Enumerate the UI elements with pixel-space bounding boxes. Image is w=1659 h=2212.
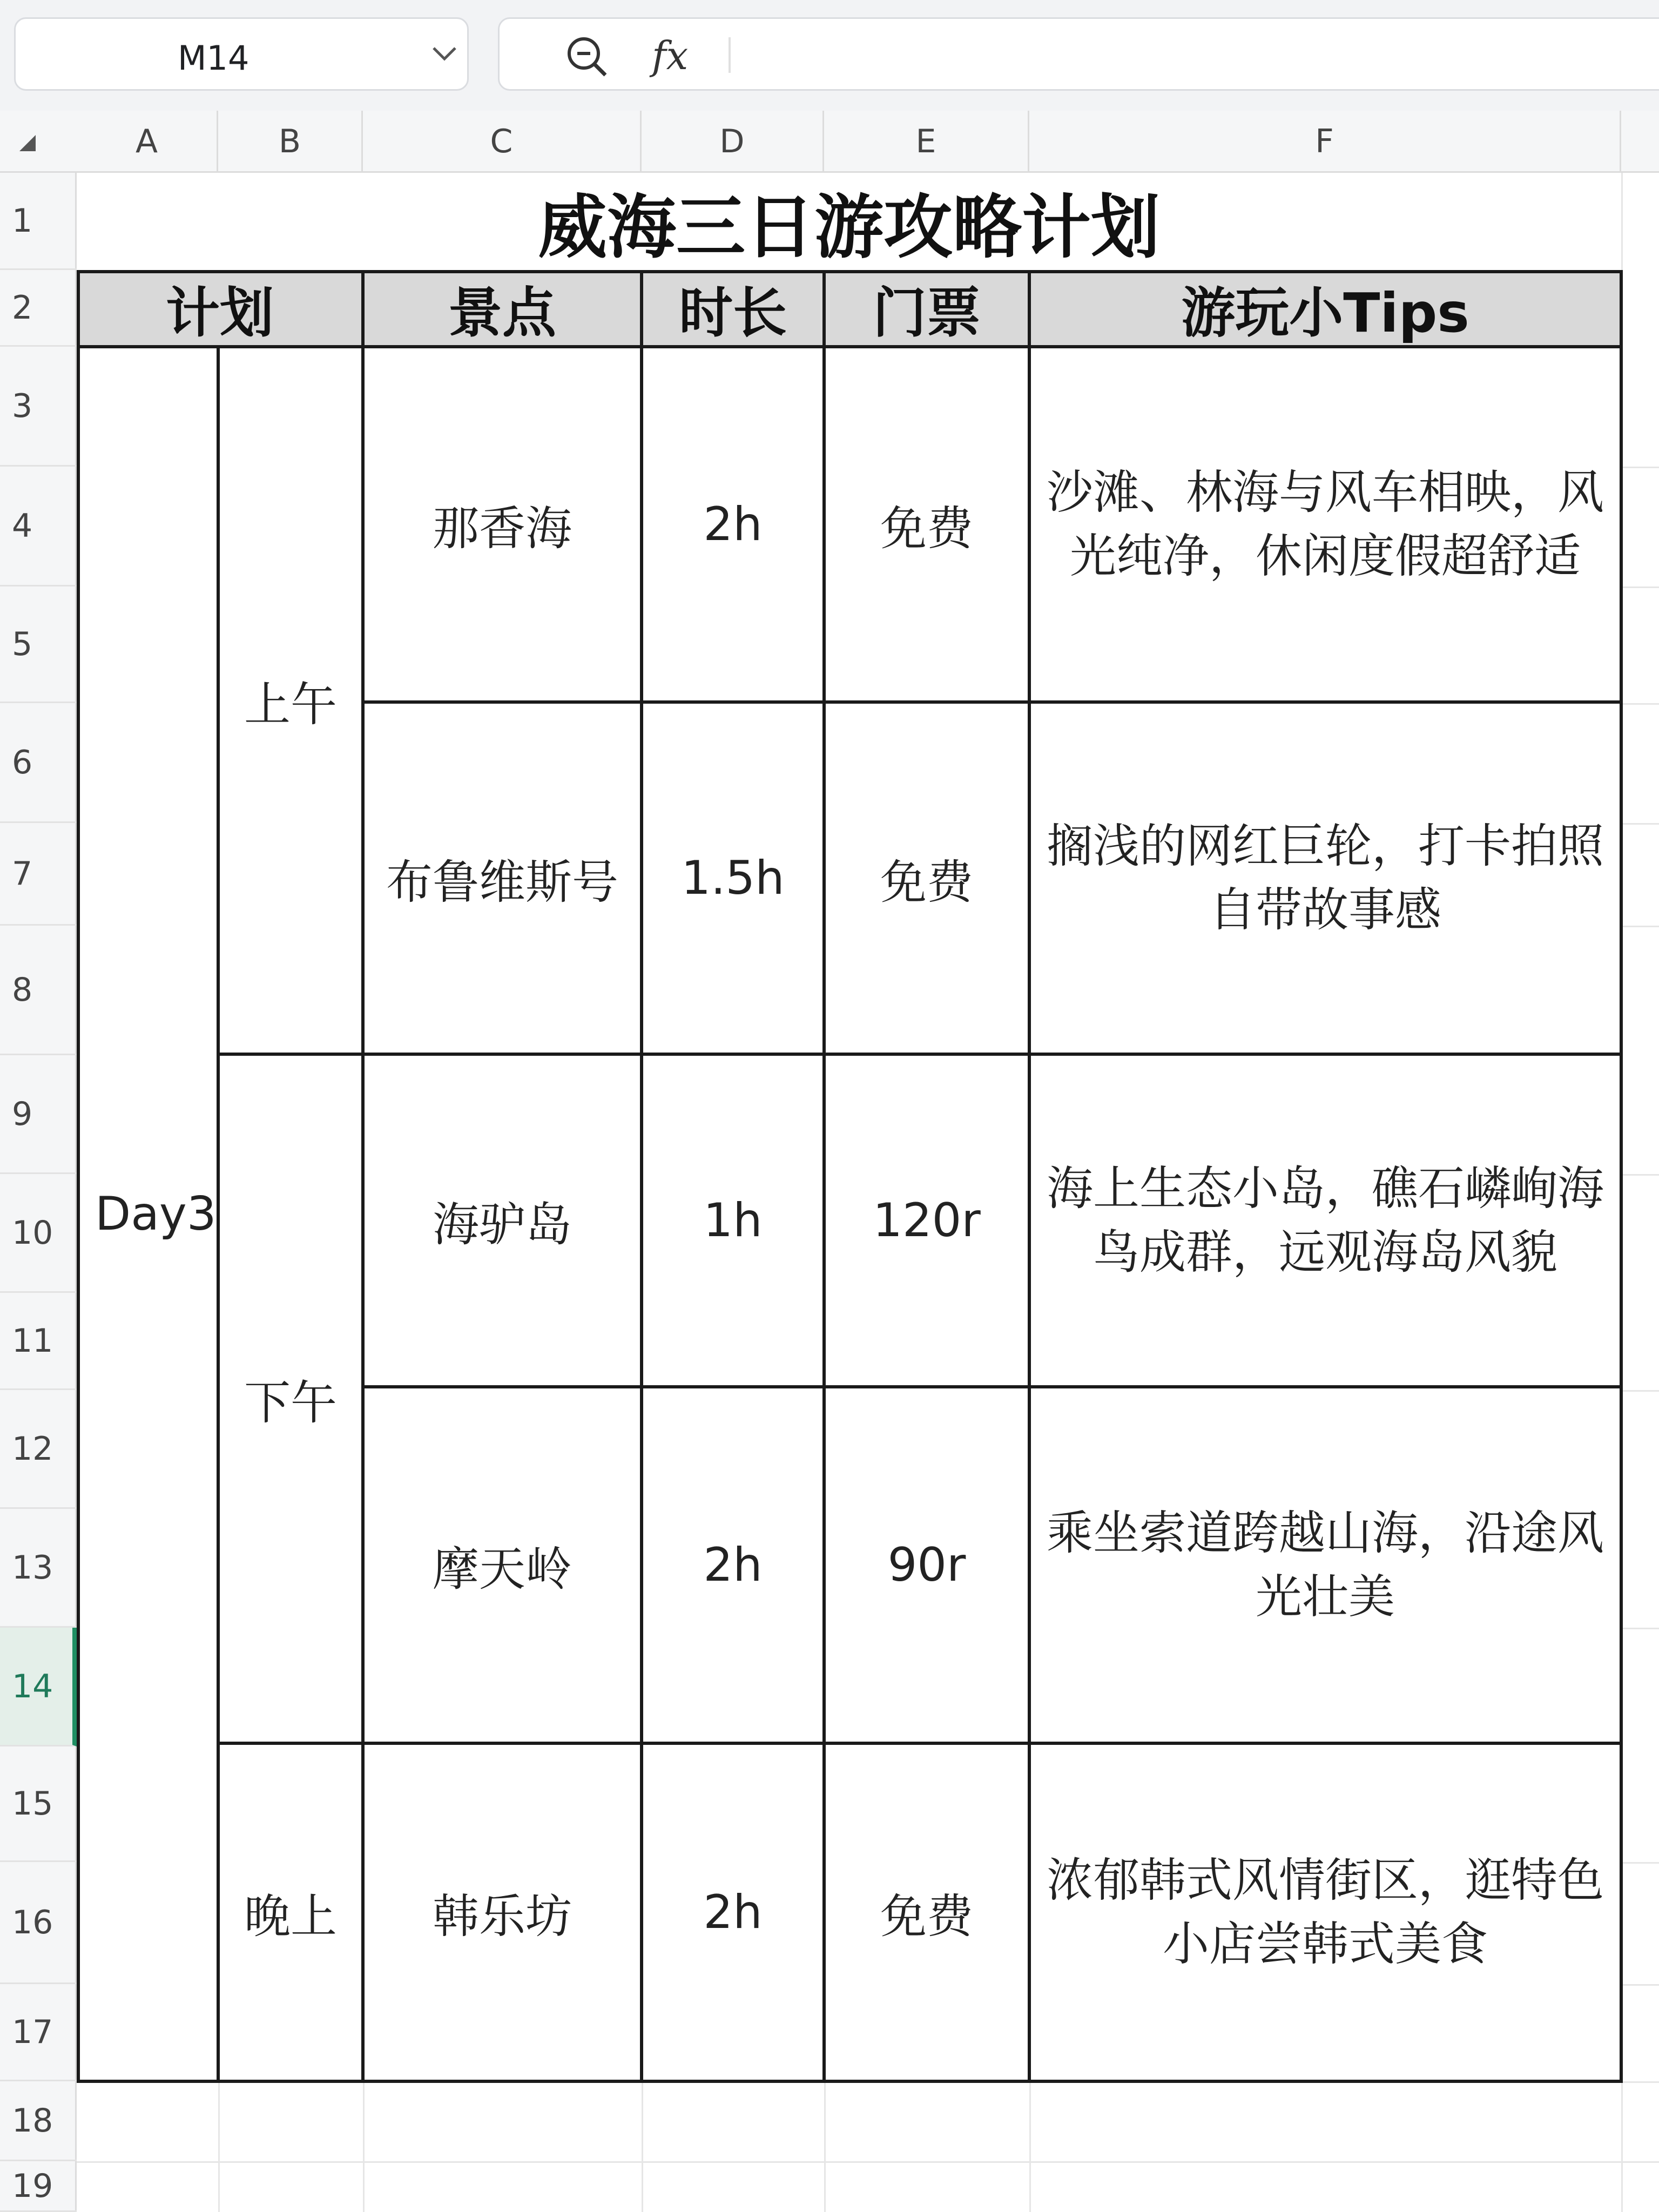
ticket-cell[interactable]: 免费: [824, 347, 1029, 702]
ticket-cell[interactable]: 免费: [824, 702, 1029, 1054]
table-border: [218, 1053, 1623, 1056]
column-header-c[interactable]: C: [363, 111, 642, 173]
row-header[interactable]: 2: [0, 270, 77, 347]
period-evening[interactable]: 晚上: [218, 1743, 363, 2081]
ticket-cell[interactable]: 90r: [824, 1387, 1029, 1743]
row-header[interactable]: 19: [0, 2161, 77, 2212]
chevron-down-icon[interactable]: [431, 46, 457, 64]
duration-cell[interactable]: 1.5h: [642, 702, 824, 1054]
spot-cell[interactable]: 韩乐坊: [363, 1743, 642, 2081]
zoom-out-icon[interactable]: [564, 34, 610, 82]
row-header[interactable]: 11: [0, 1293, 77, 1390]
cell-reference: M14: [178, 38, 249, 78]
row-header[interactable]: 15: [0, 1746, 77, 1862]
row-headers: [0, 173, 77, 2212]
column-header-d[interactable]: D: [642, 111, 824, 173]
tip-cell[interactable]: 海上生态小岛，礁石嶙峋海鸟成群，远观海岛风貌: [1029, 1054, 1621, 1387]
table-border: [363, 700, 1623, 704]
row-header[interactable]: 6: [0, 703, 77, 823]
duration-cell[interactable]: 2h: [642, 347, 824, 702]
row-header[interactable]: 4: [0, 467, 77, 586]
day-cell[interactable]: Day3: [77, 347, 218, 2081]
table-border: [363, 1385, 1623, 1388]
toolbar: [0, 0, 1659, 113]
header-ticket[interactable]: 门票: [824, 270, 1029, 347]
row-header[interactable]: 12: [0, 1390, 77, 1509]
column-header-a[interactable]: A: [77, 111, 218, 173]
row-header[interactable]: 10: [0, 1174, 77, 1293]
row-header[interactable]: 1: [0, 173, 77, 270]
duration-cell[interactable]: 2h: [642, 1387, 824, 1743]
table-border: [77, 2080, 1623, 2083]
table-border: [218, 1742, 1623, 1745]
tip-cell[interactable]: 浓郁韩式风情街区，逛特色小店尝韩式美食: [1029, 1743, 1621, 2081]
row-header[interactable]: 18: [0, 2081, 77, 2161]
spot-cell[interactable]: 布鲁维斯号: [363, 702, 642, 1054]
table-border: [640, 270, 643, 2083]
period-afternoon[interactable]: 下午: [218, 1054, 363, 1743]
row-header[interactable]: 9: [0, 1055, 77, 1174]
duration-cell[interactable]: 2h: [642, 1743, 824, 2081]
select-all-corner[interactable]: [19, 135, 36, 151]
sheet-title[interactable]: 威海三日游攻略计划: [77, 173, 1621, 270]
column-header-e[interactable]: E: [824, 111, 1029, 173]
gridline: [77, 2161, 1659, 2163]
ticket-cell[interactable]: 免费: [824, 1743, 1029, 2081]
name-box[interactable]: [14, 17, 469, 91]
formula-bar[interactable]: [498, 17, 1659, 91]
row-header[interactable]: 5: [0, 586, 77, 703]
spot-cell[interactable]: 摩天岭: [363, 1387, 642, 1743]
period-morning[interactable]: 上午: [218, 347, 363, 1054]
row-header[interactable]: 16: [0, 1862, 77, 1984]
column-headers: [0, 111, 1659, 173]
function-icon[interactable]: fx: [652, 33, 689, 78]
duration-cell[interactable]: 1h: [642, 1054, 824, 1387]
table-border: [822, 270, 826, 2083]
header-tips[interactable]: 游玩小Tips: [1029, 270, 1621, 347]
table-border: [361, 270, 365, 2083]
tip-cell[interactable]: 沙滩、林海与风车相映，风光纯净，休闲度假超舒适: [1029, 347, 1621, 702]
table-border: [77, 345, 1623, 348]
divider: [729, 37, 731, 73]
column-header-b[interactable]: B: [218, 111, 363, 173]
row-header[interactable]: 8: [0, 926, 77, 1055]
tip-cell[interactable]: 乘坐索道跨越山海，沿途风光壮美: [1029, 1387, 1621, 1743]
table-border: [1028, 270, 1031, 2083]
row-header[interactable]: 7: [0, 823, 77, 926]
table-border: [77, 270, 80, 2083]
row-header[interactable]: 17: [0, 1984, 77, 2081]
table-border: [77, 270, 1623, 273]
row-header[interactable]: 13: [0, 1509, 77, 1628]
header-plan[interactable]: 计划: [77, 270, 363, 347]
row-header[interactable]: 3: [0, 347, 77, 467]
ticket-cell[interactable]: 120r: [824, 1054, 1029, 1387]
tip-cell[interactable]: 搁浅的网红巨轮，打卡拍照自带故事感: [1029, 702, 1621, 1054]
row-header-active[interactable]: 14: [0, 1628, 77, 1746]
table-border: [217, 345, 220, 2083]
spot-cell[interactable]: 那香海: [363, 347, 642, 702]
table-border: [1620, 270, 1623, 2083]
header-spot[interactable]: 景点: [363, 270, 642, 347]
header-duration[interactable]: 时长: [642, 270, 824, 347]
column-header-f[interactable]: F: [1029, 111, 1621, 173]
spot-cell[interactable]: 海驴岛: [363, 1054, 642, 1387]
